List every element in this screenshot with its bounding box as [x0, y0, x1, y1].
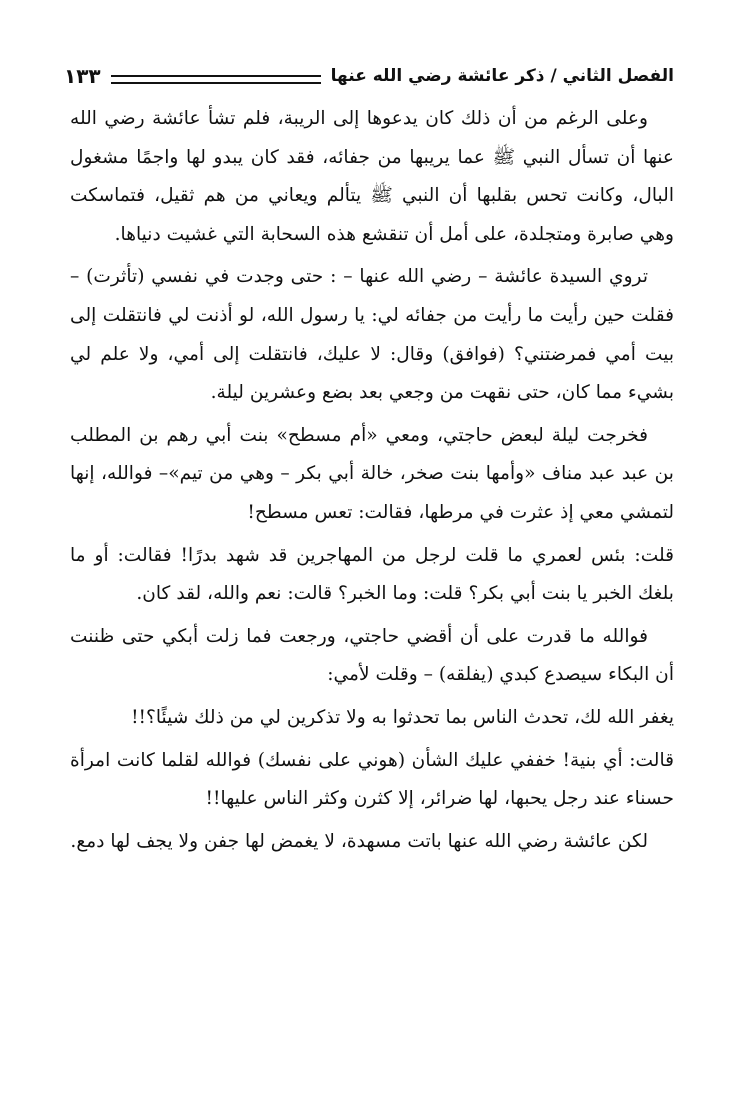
page-number: ١٣٣: [64, 64, 101, 88]
paragraph: قلت: بئس لعمري ما قلت لرجل من المهاجرين قد شهد بدرًا! فقالت: أو ما بلغك الخبر يا بنت أبي بكر؟ قلت: وما الخبر؟ قالت: نعم والله، لقد كان.: [70, 544, 674, 605]
paragraph: وعلى الرغم من أن ذلك كان يدعوها إلى الريبة، فلم تشأ عائشة رضي الله عنها أن تسأل النبي ﷺ عما يريبها من جفائه، فقد كان يبدو لها واجمًا مشغول البال، وكانت تحس بقلبها أن النبي ﷺ يتألم ويعاني من هم ثقيل، فتماسكت وهي صابرة ومتجلدة، على أمل أن تنقشع هذه السحابة التي غشيت دنياها.: [70, 108, 674, 245]
running-title: الفصل الثاني / ذكر عائشة رضي الله عنها: [330, 66, 674, 86]
paragraph: فوالله ما قدرت على أن أقضي حاجتي، ورجعت فما زلت أبكي حتى ظننت أن البكاء سيصدع كبدي (يفلقه) – وقلت لأمي:: [70, 625, 674, 686]
paragraph: تروي السيدة عائشة – رضي الله عنها – : حتى وجدت في نفسي (تأثرت) – فقلت حين رأيت ما رأيت من جفائه لي: يا رسول الله، لو أذنت لي فانتقلت إلى بيت أمي فمرضتني؟ (فوافق) وقال: لا عليك، فانتقلت إلى أمي، ولا علم لي بشيء مما كان، حتى نقهت من وجعي بعد بضع وعشرين ليلة.: [70, 266, 674, 404]
header-rule: [111, 75, 321, 84]
paragraph: لكن عائشة رضي الله عنها باتت مسهدة، لا يغمض لها جفن ولا يجف لها دمع.: [70, 830, 648, 852]
page-header: [64, 58, 674, 94]
paragraph: يغفر الله لك، تحدث الناس بما تحدثوا به ولا تذكرين لي من ذلك شيئًا؟!!: [131, 706, 674, 728]
paragraph: فخرجت ليلة لبعض حاجتي، ومعي «أم مسطح» بنت أبي رهم بن المطلب بن عبد عبد مناف «وأمها بنت صخر، خالة أبي بكر – وهي من تيم»– فوالله، إنها لتمشي معي إذ عثرت في مرطها، فقالت: تعس مسطح!: [70, 424, 674, 523]
paragraph: قالت: أي بنية! خففي عليك الشأن (هوني على نفسك) فوالله لقلما كانت امرأة حسناء عند رجل يحبها، لها ضرائر، إلا كثرن وكثر الناس عليها!!: [70, 749, 674, 810]
page-body: [70, 100, 674, 865]
